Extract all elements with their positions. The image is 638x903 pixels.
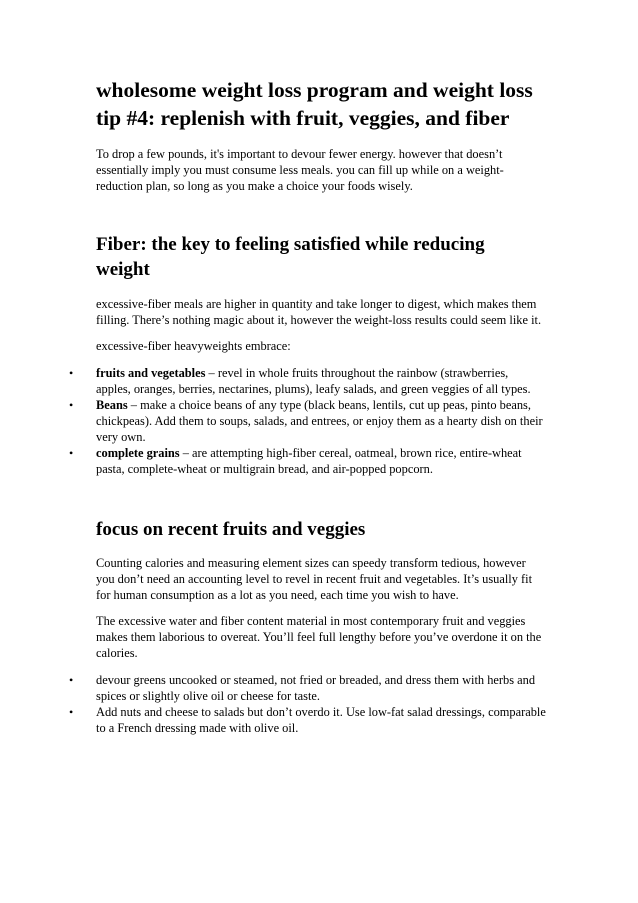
fiber-heading: Fiber: the key to feeling satisfied while reducing weight [96, 234, 485, 280]
list-item-term: fruits and vegetables [96, 366, 206, 380]
bullet-icon: • [69, 705, 74, 719]
list-item [69, 397, 546, 445]
list-item-text: – are attempting high-fiber cereal, oatmeal, brown rice, entire-wheat pasta, complete-wheat or multigrain bread, and air-popped popcorn. [96, 446, 522, 476]
list-item-text: – make a choice beans of any type (black beans, lentils, cut up peas, pinto beans, chickpeas). Add them to soups, salads, and entrees, or enjoy them as a hearty dish on their very own. [96, 398, 543, 444]
intro-paragraph: To drop a few pounds, it's important to devour fewer energy. however that doesn’t essentially imply you must consume less meals. you can fill up while on a weight-reduction plan, so long as you make a choice your foods wisely. [96, 147, 504, 193]
fruits-list [69, 672, 546, 736]
fruits-veggies-heading: focus on recent fruits and veggies [96, 519, 366, 540]
list-item-text: devour greens uncooked or steamed, not fried or breaded, and dress them with herbs and spices or slightly olive oil or cheese for taste. [96, 673, 536, 703]
list-item-term: complete grains [96, 446, 180, 460]
fiber-list [69, 365, 546, 477]
list-item [69, 672, 546, 704]
fruits-paragraph-2: The excessive water and fiber content material in most contemporary fruit and veggies makes them laborious to overeat. You’ll feel full lengthy before you’ve overdone it on the calories. [96, 614, 542, 660]
bullet-icon: • [69, 398, 74, 412]
bullet-icon: • [69, 446, 74, 460]
fiber-paragraph-2: excessive-fiber heavyweights embrace: [96, 339, 291, 353]
main-heading: wholesome weight loss program and weight loss tip #4: replenish with fruit, veggies, and fiber [96, 78, 533, 130]
bullet-icon: • [69, 366, 74, 380]
list-item-text: Add nuts and cheese to salads but don’t overdo it. Use low-fat salad dressings, comparable to a French dressing made with olive oil. [96, 705, 546, 735]
list-item [69, 365, 546, 397]
bullet-icon: • [69, 673, 74, 687]
document-content [69, 76, 546, 736]
fiber-paragraph-1: excessive-fiber meals are higher in quantity and take longer to digest, which makes them filling. There’s nothing magic about it, however the weight-loss results could seem like it. [96, 297, 542, 327]
list-item [69, 445, 546, 477]
list-item-text: – revel in whole fruits throughout the rainbow (strawberries, apples, oranges, berries, nectarines, plums), leafy salads, and green veggies of all types. [96, 366, 531, 396]
list-item [69, 704, 546, 736]
fruits-paragraph-1: Counting calories and measuring element sizes can speedy transform tedious, however you don’t need an accounting level to revel in recent fruit and vegetables. It’s usually fit for human consumption as a lot as you need, each time you wish to have. [96, 556, 533, 602]
list-item-term: Beans [96, 398, 128, 412]
